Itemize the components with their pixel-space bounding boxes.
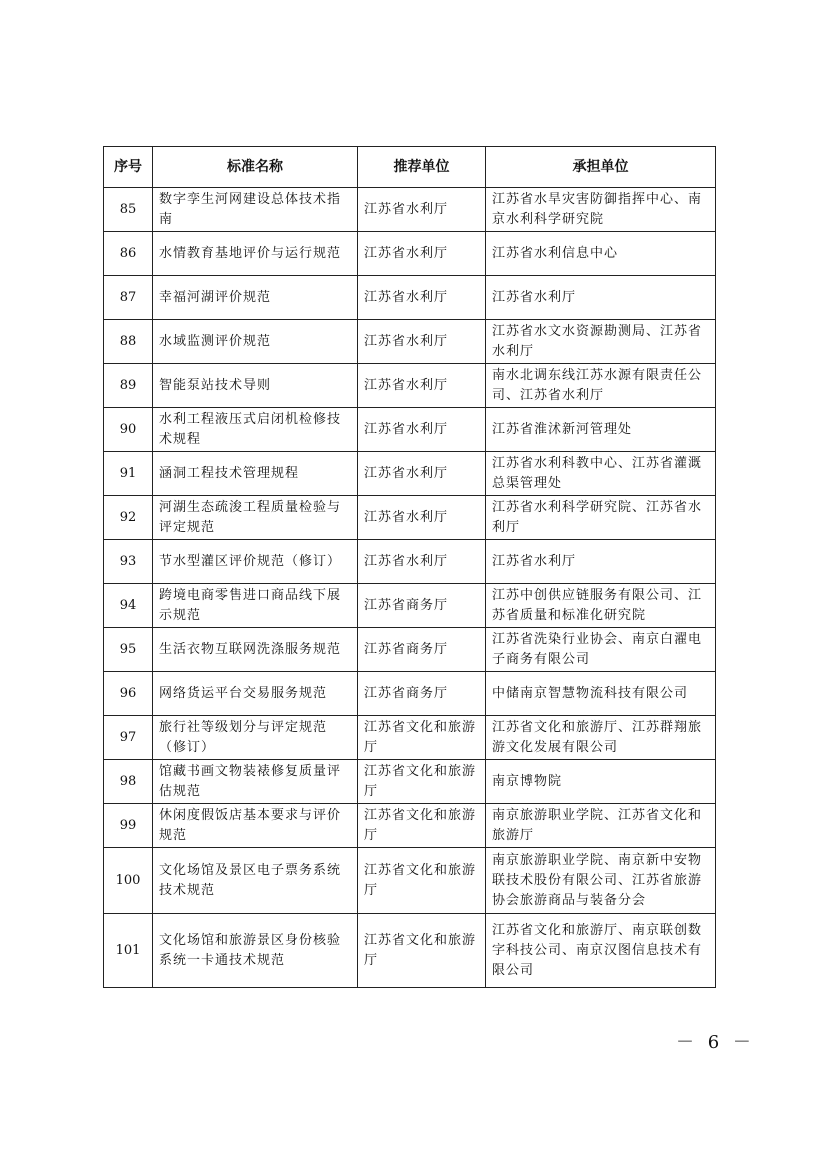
cell-serial-number: 90 bbox=[104, 408, 153, 452]
cell-undertaking-unit: 江苏中创供应链服务有限公司、江苏省质量和标准化研究院 bbox=[486, 584, 716, 628]
cell-serial-number: 94 bbox=[104, 584, 153, 628]
cell-serial-number: 86 bbox=[104, 232, 153, 276]
cell-serial-number: 85 bbox=[104, 188, 153, 232]
cell-standard-name: 水情教育基地评价与运行规范 bbox=[153, 232, 358, 276]
cell-standard-name: 涵洞工程技术管理规程 bbox=[153, 452, 358, 496]
cell-undertaking-unit: 南京旅游职业学院、南京新中安物联技术股份有限公司、江苏省旅游协会旅游商品与装备分会 bbox=[486, 848, 716, 914]
cell-serial-number: 99 bbox=[104, 804, 153, 848]
table-row bbox=[104, 914, 716, 988]
cell-undertaking-unit: 江苏省水文水资源勘测局、江苏省水利厅 bbox=[486, 320, 716, 364]
table-row bbox=[104, 452, 716, 496]
cell-recommending-unit: 江苏省水利厅 bbox=[358, 408, 486, 452]
cell-serial-number: 98 bbox=[104, 760, 153, 804]
cell-serial-number: 93 bbox=[104, 540, 153, 584]
cell-undertaking-unit: 江苏省水利科学研究院、江苏省水利厅 bbox=[486, 496, 716, 540]
cell-undertaking-unit: 江苏省水旱灾害防御指挥中心、南京水利科学研究院 bbox=[486, 188, 716, 232]
cell-undertaking-unit: 江苏省水利科教中心、江苏省灌溉总渠管理处 bbox=[486, 452, 716, 496]
cell-standard-name: 休闲度假饭店基本要求与评价规范 bbox=[153, 804, 358, 848]
cell-standard-name: 馆藏书画文物装裱修复质量评估规范 bbox=[153, 760, 358, 804]
cell-standard-name: 文化场馆及景区电子票务系统技术规范 bbox=[153, 848, 358, 914]
cell-undertaking-unit: 南京旅游职业学院、江苏省文化和旅游厅 bbox=[486, 804, 716, 848]
cell-undertaking-unit: 江苏省文化和旅游厅、南京联创数字科技公司、南京汉图信息技术有限公司 bbox=[486, 914, 716, 988]
cell-standard-name: 节水型灌区评价规范（修订） bbox=[153, 540, 358, 584]
cell-standard-name: 水域监测评价规范 bbox=[153, 320, 358, 364]
cell-undertaking-unit: 南京博物院 bbox=[486, 760, 716, 804]
standards-table bbox=[103, 146, 716, 988]
table-row bbox=[104, 716, 716, 760]
cell-recommending-unit: 江苏省水利厅 bbox=[358, 452, 486, 496]
header-recommending-unit: 推荐单位 bbox=[358, 147, 486, 188]
header-standard-name: 标准名称 bbox=[153, 147, 358, 188]
cell-standard-name: 智能泵站技术导则 bbox=[153, 364, 358, 408]
cell-serial-number: 91 bbox=[104, 452, 153, 496]
cell-recommending-unit: 江苏省文化和旅游厅 bbox=[358, 848, 486, 914]
cell-standard-name: 水利工程液压式启闭机检修技术规程 bbox=[153, 408, 358, 452]
table-row bbox=[104, 364, 716, 408]
table-row bbox=[104, 628, 716, 672]
table-body bbox=[104, 188, 716, 988]
cell-undertaking-unit: 江苏省洗染行业协会、南京白濯电子商务有限公司 bbox=[486, 628, 716, 672]
table-header-row bbox=[104, 147, 716, 188]
cell-recommending-unit: 江苏省文化和旅游厅 bbox=[358, 760, 486, 804]
cell-recommending-unit: 江苏省水利厅 bbox=[358, 364, 486, 408]
cell-serial-number: 100 bbox=[104, 848, 153, 914]
cell-serial-number: 89 bbox=[104, 364, 153, 408]
cell-standard-name: 文化场馆和旅游景区身份核验系统一卡通技术规范 bbox=[153, 914, 358, 988]
table-row bbox=[104, 232, 716, 276]
cell-standard-name: 幸福河湖评价规范 bbox=[153, 276, 358, 320]
table-row bbox=[104, 408, 716, 452]
cell-undertaking-unit: 江苏省水利厅 bbox=[486, 540, 716, 584]
cell-serial-number: 88 bbox=[104, 320, 153, 364]
cell-serial-number: 96 bbox=[104, 672, 153, 716]
table-row bbox=[104, 276, 716, 320]
cell-recommending-unit: 江苏省水利厅 bbox=[358, 496, 486, 540]
cell-recommending-unit: 江苏省水利厅 bbox=[358, 232, 486, 276]
cell-recommending-unit: 江苏省文化和旅游厅 bbox=[358, 914, 486, 988]
cell-recommending-unit: 江苏省水利厅 bbox=[358, 276, 486, 320]
cell-serial-number: 101 bbox=[104, 914, 153, 988]
cell-serial-number: 95 bbox=[104, 628, 153, 672]
table-row bbox=[104, 496, 716, 540]
cell-undertaking-unit: 中储南京智慧物流科技有限公司 bbox=[486, 672, 716, 716]
cell-undertaking-unit: 江苏省淮沭新河管理处 bbox=[486, 408, 716, 452]
table-row bbox=[104, 584, 716, 628]
cell-undertaking-unit: 江苏省文化和旅游厅、江苏群翔旅游文化发展有限公司 bbox=[486, 716, 716, 760]
cell-recommending-unit: 江苏省文化和旅游厅 bbox=[358, 716, 486, 760]
table-row bbox=[104, 760, 716, 804]
table-row bbox=[104, 540, 716, 584]
cell-standard-name: 跨境电商零售进口商品线下展示规范 bbox=[153, 584, 358, 628]
cell-standard-name: 数字孪生河网建设总体技术指南 bbox=[153, 188, 358, 232]
cell-recommending-unit: 江苏省商务厅 bbox=[358, 584, 486, 628]
cell-standard-name: 生活衣物互联网洗涤服务规范 bbox=[153, 628, 358, 672]
cell-serial-number: 87 bbox=[104, 276, 153, 320]
cell-standard-name: 旅行社等级划分与评定规范（修订） bbox=[153, 716, 358, 760]
cell-recommending-unit: 江苏省水利厅 bbox=[358, 320, 486, 364]
table-row bbox=[104, 672, 716, 716]
cell-undertaking-unit: 江苏省水利信息中心 bbox=[486, 232, 716, 276]
cell-recommending-unit: 江苏省文化和旅游厅 bbox=[358, 804, 486, 848]
cell-recommending-unit: 江苏省商务厅 bbox=[358, 672, 486, 716]
cell-recommending-unit: 江苏省水利厅 bbox=[358, 188, 486, 232]
header-serial-number: 序号 bbox=[104, 147, 153, 188]
cell-serial-number: 92 bbox=[104, 496, 153, 540]
header-undertaking-unit: 承担单位 bbox=[486, 147, 716, 188]
table-row bbox=[104, 188, 716, 232]
cell-recommending-unit: 江苏省商务厅 bbox=[358, 628, 486, 672]
cell-recommending-unit: 江苏省水利厅 bbox=[358, 540, 486, 584]
cell-standard-name: 网络货运平台交易服务规范 bbox=[153, 672, 358, 716]
cell-standard-name: 河湖生态疏浚工程质量检验与评定规范 bbox=[153, 496, 358, 540]
cell-undertaking-unit: 南水北调东线江苏水源有限责任公司、江苏省水利厅 bbox=[486, 364, 716, 408]
cell-undertaking-unit: 江苏省水利厅 bbox=[486, 276, 716, 320]
page-number: － 6 － bbox=[676, 1032, 755, 1053]
table-row bbox=[104, 804, 716, 848]
cell-serial-number: 97 bbox=[104, 716, 153, 760]
table-row bbox=[104, 848, 716, 914]
table-row bbox=[104, 320, 716, 364]
